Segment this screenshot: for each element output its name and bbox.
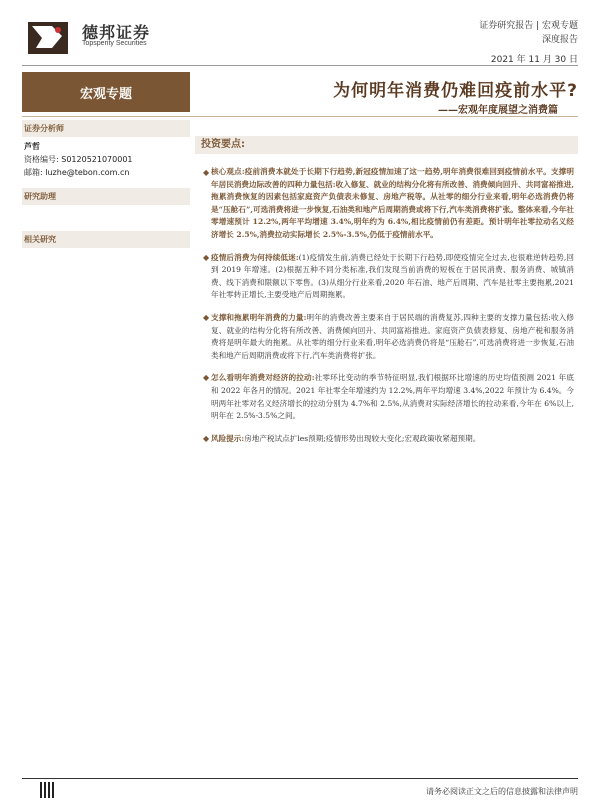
assistant-heading: 研究助理 xyxy=(22,188,190,205)
cert-line xyxy=(24,154,190,165)
section-label: 宏观专题 xyxy=(22,72,190,112)
assistant-spacer xyxy=(22,209,190,231)
paragraph-lead: 疫情后消费为何持续低迷: xyxy=(211,252,299,262)
bullet-icon: ◆ xyxy=(203,312,210,322)
cert-label: 资格编号: xyxy=(24,155,59,164)
bullet-icon: ◆ xyxy=(203,373,210,383)
title-divider xyxy=(22,116,578,117)
key-points-body xyxy=(203,166,574,455)
footer-divider xyxy=(22,778,578,779)
paragraph-3 xyxy=(203,372,574,422)
qr-code-icon xyxy=(40,782,56,798)
brand-name-en: Topsperity Securities xyxy=(82,40,147,47)
paragraph-body: 明年的消费改善主要来自于居民端的消费复苏,四种主要的支撑力量包括:收入修复、就业的结构分化将有所改善、消费倾向回升、共同富裕推进。家庭资产负债表修复、房地产税和服务消费将是明年最大的拖累。从社零的细分行业来看,明年必选消费仍将是“压舱石”,可选消费将进一步恢复,石油类和地产后周期消费或将下行,汽车类消费将扩张。 xyxy=(211,312,574,360)
paragraph-body: 房地产税试点扩les预期;疫情形势出现较大变化;宏观政策收紧超预期。 xyxy=(244,433,481,443)
key-points-heading: 投资要点: xyxy=(195,136,578,154)
paragraph-2 xyxy=(203,312,574,362)
report-type: 证券研究报告 | 宏观专题 xyxy=(479,21,578,31)
footer-disclaimer: 请务必阅读正文之后的信息披露和法律声明 xyxy=(426,787,578,796)
cert-number: S0120521070001 xyxy=(61,155,133,164)
paragraph-lead: 支撑和拖累明年消费的力量: xyxy=(211,312,307,322)
analyst-name: 芦哲 xyxy=(24,142,40,151)
analyst-heading: 证券分析师 xyxy=(22,120,190,137)
paragraph-core xyxy=(203,166,574,242)
related-heading: 相关研究 xyxy=(22,231,190,248)
sidebar xyxy=(22,120,190,252)
title-area xyxy=(195,72,578,116)
paragraph-body: (1)疫情发生前,消费已经处于长期下行趋势,即使疫情完全过去,也很难逆转趋势,回到 2019 年增速。(2)根据五种不同分类标准,我们发现当前消费的短板在于居民消费、服务消费、城镇消费、线下消费和限额以下零售。(3)从细分行业来看,2020 年石油、地产后周期、汽车是社零主要拖累,2021 年社零转正增长,主要受地产后周期拖累。 xyxy=(211,252,574,300)
paragraph-risk xyxy=(203,433,574,446)
paragraph-lead: 怎么看明年消费对经济的拉动: xyxy=(211,373,315,383)
page-title: 为何明年消费仍难回疫前水平? xyxy=(333,81,578,101)
bullet-icon: ◆ xyxy=(203,252,210,262)
report-subtype: 深度报告 xyxy=(541,35,578,45)
brand-name-cn: 德邦证券 xyxy=(82,23,151,42)
paragraph-lead: 风险提示: xyxy=(211,433,245,443)
email-label: 邮箱: xyxy=(24,168,43,177)
bullet-icon: ◆ xyxy=(203,433,210,443)
header-divider xyxy=(22,65,578,66)
paragraph-1 xyxy=(203,252,574,302)
page-subtitle: ——宏观年度展望之消费篇 xyxy=(438,105,558,116)
email-link[interactable]: luzhe@tebon.com.cn xyxy=(45,168,130,177)
paragraph-body: 核心观点:疫前消费本就处于长期下行趋势,新冠疫情加速了这一趋势,明年消费很难回到疫情前水平。支撑明年居民消费边际改善的四种力量包括:收入修复、就业的结构分化将有所改善、消费倾向回升、共同富裕推进,拖累消费恢复的因素包括家庭资产负债表未修复、房地产税等。从社零的细分行业来看,明年必选消费仍将是“压舱石”,可选消费将进一步恢复,石油类和地产后周期消费或将下行,汽车类消费将扩张。整体来看,今年社零增速预计 12.2%,两年平均增速 3.4%,明年约为 6.4%,相比疫情前仍有差距。预计明年社零拉动名义经济增长 2.5%,消费拉动实际增长 2.5%-3.5%,仍低于疫情前水平。 xyxy=(211,167,574,239)
brand-logo xyxy=(22,18,162,62)
paragraph-body: 社零环比变动的季节特征明显,我们根据环比增速的历史均值预测 2021 年底和 2022 年各月的情况。2021 年社零全年增速约为 12.2%,两年平均增速 3.4%,2022 年预计为 6.4%。今明两年社零对名义经济增长的拉动分别为 4.7%和 2.5%,从消费对实际经济增长的拉动来看,今年在 6%以上,明年在 2.5%-3.5%之间。 xyxy=(211,373,574,421)
report-date: 2021 年 11 月 30 日 xyxy=(490,55,578,65)
email-line xyxy=(24,167,190,178)
bullet-icon: ◆ xyxy=(203,167,210,177)
brand-mark-icon xyxy=(22,18,74,58)
